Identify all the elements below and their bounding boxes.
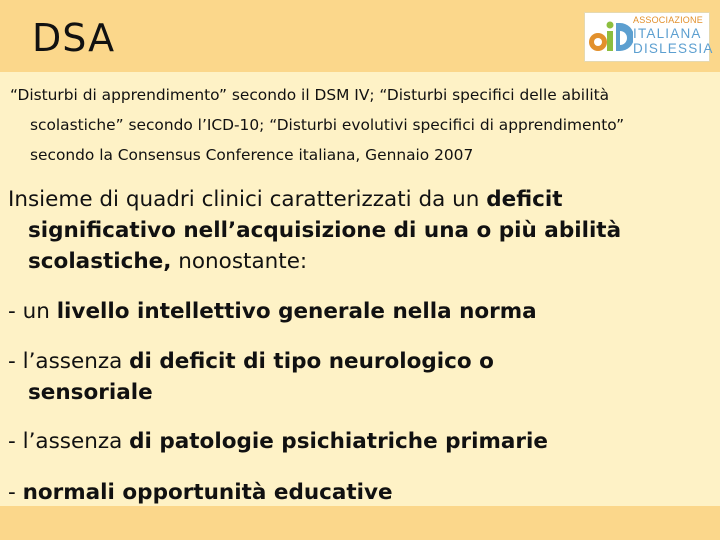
- logo-line-associazione: ASSOCIAZIONE: [633, 15, 703, 25]
- logo-text: [633, 16, 714, 55]
- bullet-dash: -: [8, 429, 23, 454]
- definition-text: Insieme di quadri clinici caratterizzati da un: [8, 187, 487, 212]
- intro-line-1: “Disturbi di apprendimento” secondo il DSM IV; “Disturbi specifici delle abilità: [10, 86, 610, 104]
- bottom-band: [0, 506, 720, 540]
- definition-scolastiche: scolastiche,: [28, 249, 172, 274]
- aid-logo: [584, 12, 714, 62]
- bullet-bold-continued: sensoriale: [28, 380, 153, 405]
- logo-line-italiana: ITALIANA: [633, 26, 702, 41]
- logo-line-dislessia: DISLESSIA: [633, 40, 714, 56]
- definition-line-1: [8, 184, 716, 215]
- bullet-text: l’assenza: [22, 429, 130, 454]
- logo-i-dot: [607, 22, 614, 29]
- definition-line-3: [8, 246, 716, 277]
- bullet-bold: di deficit di tipo neurologico o: [129, 349, 494, 374]
- slide-title: DSA: [32, 16, 116, 60]
- list-item: [8, 426, 708, 457]
- bullet-dash: -: [8, 299, 23, 324]
- bullet-bold: livello intellettivo generale nella norma: [56, 299, 537, 324]
- logo-a-hole: [594, 38, 602, 46]
- definition-nonostante: nonostante:: [171, 249, 308, 274]
- list-item: [8, 477, 708, 508]
- list-item: [8, 296, 708, 327]
- bullet-text: un: [22, 299, 57, 324]
- definition-paragraph: [8, 184, 716, 277]
- bullet-text: l’assenza: [22, 349, 130, 374]
- bullet-bold: di patologie psichiatriche primarie: [129, 429, 548, 454]
- bullet-dash: -: [8, 349, 23, 374]
- intro-line-3: secondo la Consensus Conference italiana, Gennaio 2007: [30, 146, 474, 164]
- definition-line-2: significativo nell’acquisizione di una o più abilità: [28, 218, 622, 243]
- aid-logo-icon: [587, 17, 633, 57]
- definition-deficit: deficit: [486, 187, 563, 212]
- bullet-bold: normali opportunità educative: [22, 480, 393, 505]
- intro-paragraph: [10, 80, 710, 170]
- intro-line-2: scolastiche” secondo l’ICD-10; “Disturbi evolutivi specifici di apprendimento”: [30, 116, 625, 134]
- list-item: [8, 346, 708, 408]
- logo-i-stem: [607, 31, 613, 51]
- bullet-dash: -: [8, 480, 23, 505]
